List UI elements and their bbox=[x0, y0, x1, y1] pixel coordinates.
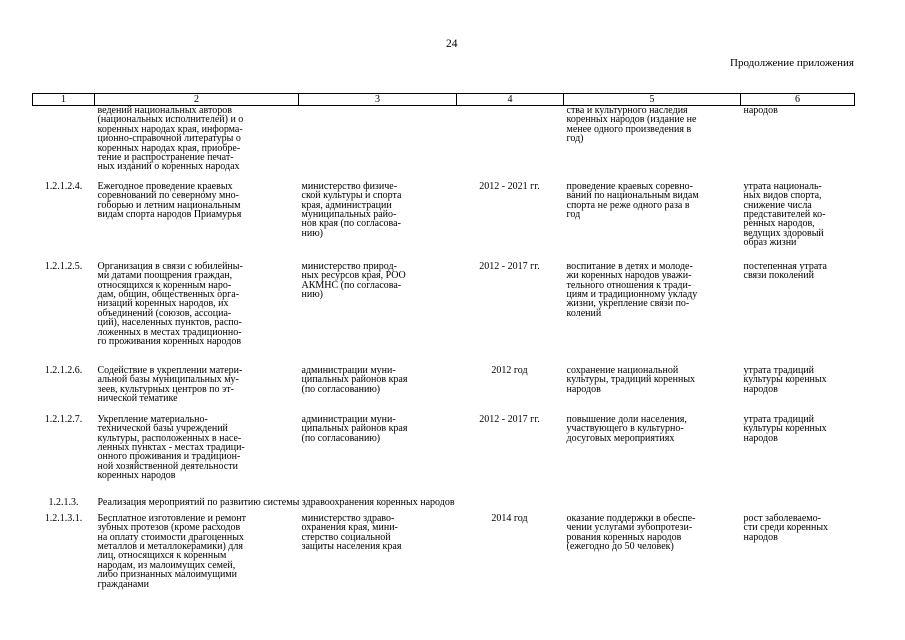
executor-cell: министерство природ- ных ресурсов края, РОО АКМНС (по согласова- нию) bbox=[301, 260, 406, 301]
consequence-cell: народов bbox=[743, 105, 778, 116]
consequence-cell: рост заболеваемо- сти среди коренных народов bbox=[743, 512, 829, 543]
column-number: 1 bbox=[33, 94, 95, 106]
activity-cell: Ежегодное проведение краевых соревнований по северному мно- гоборью и летним национальным видам спорта народов Приамурья bbox=[97, 180, 242, 221]
executor-cell: министерство здраво- охранения края, мини- стерство социальной защиты населения края bbox=[301, 512, 402, 553]
section-title: Реализация мероприятий по развитию системы здравоохранения коренных народов bbox=[97, 496, 455, 508]
section-row bbox=[33, 492, 855, 510]
period-cell: 2012 - 2017 гг. bbox=[479, 413, 540, 425]
period-cell bbox=[457, 106, 564, 172]
table-row bbox=[33, 256, 855, 360]
table-row bbox=[33, 106, 855, 172]
table-row bbox=[33, 360, 855, 412]
item-number: 1.2.1.2.6. bbox=[44, 364, 83, 376]
column-number: 5 bbox=[564, 94, 741, 106]
table-row bbox=[33, 412, 855, 492]
activity-cell: Организация в связи с юбилейны- ми датами поощрения граждан, относящихся к коренным наро- дам, общин, общественных орга- низаций коренных народов, их объединений (союзов, ассоциа- ций), населенных пунктов, распо- ложенных в местах традиционно- го проживания коренных народов bbox=[97, 260, 243, 348]
result-cell: повышение доли населения, участвующего в культурно- досуговых мероприятиях bbox=[566, 413, 687, 444]
column-number: 2 bbox=[95, 94, 299, 106]
executor-cell: министерство физиче- ской культуры и спорта края, администрации муниципальных райо- нов края (по согласова- нию) bbox=[301, 180, 402, 239]
continuation-label: Продолжение приложения bbox=[730, 57, 854, 69]
column-number: 3 bbox=[299, 94, 457, 106]
activity-cell: Бесплатное изготовление и ремонт зубных протезов (кроме расходов на оплату стоимости драгоценных металлов и металлокерамики) для лиц, относящихся к коренным народам, из малоимущих семей, либо признанных малоимущими гражданами bbox=[97, 512, 246, 590]
result-cell: проведение краевых соревно- ваний по национальным видам спорта не реже одного раза в год bbox=[566, 180, 699, 221]
item-number: 1.2.1.2.4. bbox=[44, 180, 83, 192]
executor-cell bbox=[299, 106, 457, 172]
consequence-cell: постепенная утрата связи поколений bbox=[743, 260, 827, 282]
table-row bbox=[33, 510, 855, 600]
consequence-cell: утрата националь- ных видов спорта, снижение числа представителей ко- ренных народов, ведущих здоровый образ жизни bbox=[743, 180, 826, 249]
item-number: 1.2.1.2.5. bbox=[44, 260, 83, 272]
executor-cell: администрации муни- ципальных районов края (по согласованию) bbox=[301, 364, 408, 395]
period-cell: 2012 год bbox=[491, 364, 528, 376]
activity-cell: Содействие в укреплении матери- альной базы муниципальных му- зеев, культурных центров по эт- нической тематике bbox=[97, 364, 243, 405]
section-number: 1.2.1.3. bbox=[48, 496, 79, 508]
result-cell: оказание поддержки в обеспе- чении услугами зубопротези- рования коренных народов (ежегодно до 50 человек) bbox=[566, 512, 696, 553]
period-cell: 2012 - 2017 гг. bbox=[479, 260, 540, 272]
activity-cell: Укрепление материально- технической базы учреждений культуры, расположенных в насе- ленных пунктах - местах традици- онного проживания и традицион- ной хозяйственной деятельности коренных народов bbox=[97, 413, 245, 482]
column-number-row bbox=[33, 94, 855, 106]
consequence-cell: утрата традиций культуры коренных народов bbox=[743, 413, 827, 444]
item-number: 1.2.1.3.1. bbox=[44, 512, 83, 524]
page-number: 24 bbox=[446, 38, 458, 50]
result-cell: ства и культурного наследия коренных народов (издание не менее одного произведения в год) bbox=[566, 105, 697, 145]
period-cell: 2014 год bbox=[491, 512, 528, 524]
result-cell: воспитание в детях и молоде- жи коренных народов уважи- тельного отношения к тради- циям и традиционному укладу жизни, укрепление связи по- колений bbox=[566, 260, 698, 319]
item-number: 1.2.1.2.7. bbox=[44, 413, 83, 425]
period-cell: 2012 - 2021 гг. bbox=[479, 180, 540, 192]
item-number bbox=[33, 106, 95, 172]
result-cell: сохранение национальной культуры, традиций коренных народов bbox=[566, 364, 696, 395]
consequence-cell: утрата традиций культуры коренных народов bbox=[743, 364, 827, 395]
appendix-table bbox=[32, 93, 855, 600]
activity-cell: ведений национальных авторов (национальных исполнителей) и о коренных народах края, информа- ционно-справочной литературы о коренных народах края, приобре- тение и распространение печат- ных изданий о коренных народах bbox=[97, 105, 244, 172]
column-number: 6 bbox=[741, 94, 855, 106]
column-number: 4 bbox=[457, 94, 564, 106]
table-row bbox=[33, 172, 855, 256]
executor-cell: администрации муни- ципальных районов края (по согласованию) bbox=[301, 413, 408, 444]
